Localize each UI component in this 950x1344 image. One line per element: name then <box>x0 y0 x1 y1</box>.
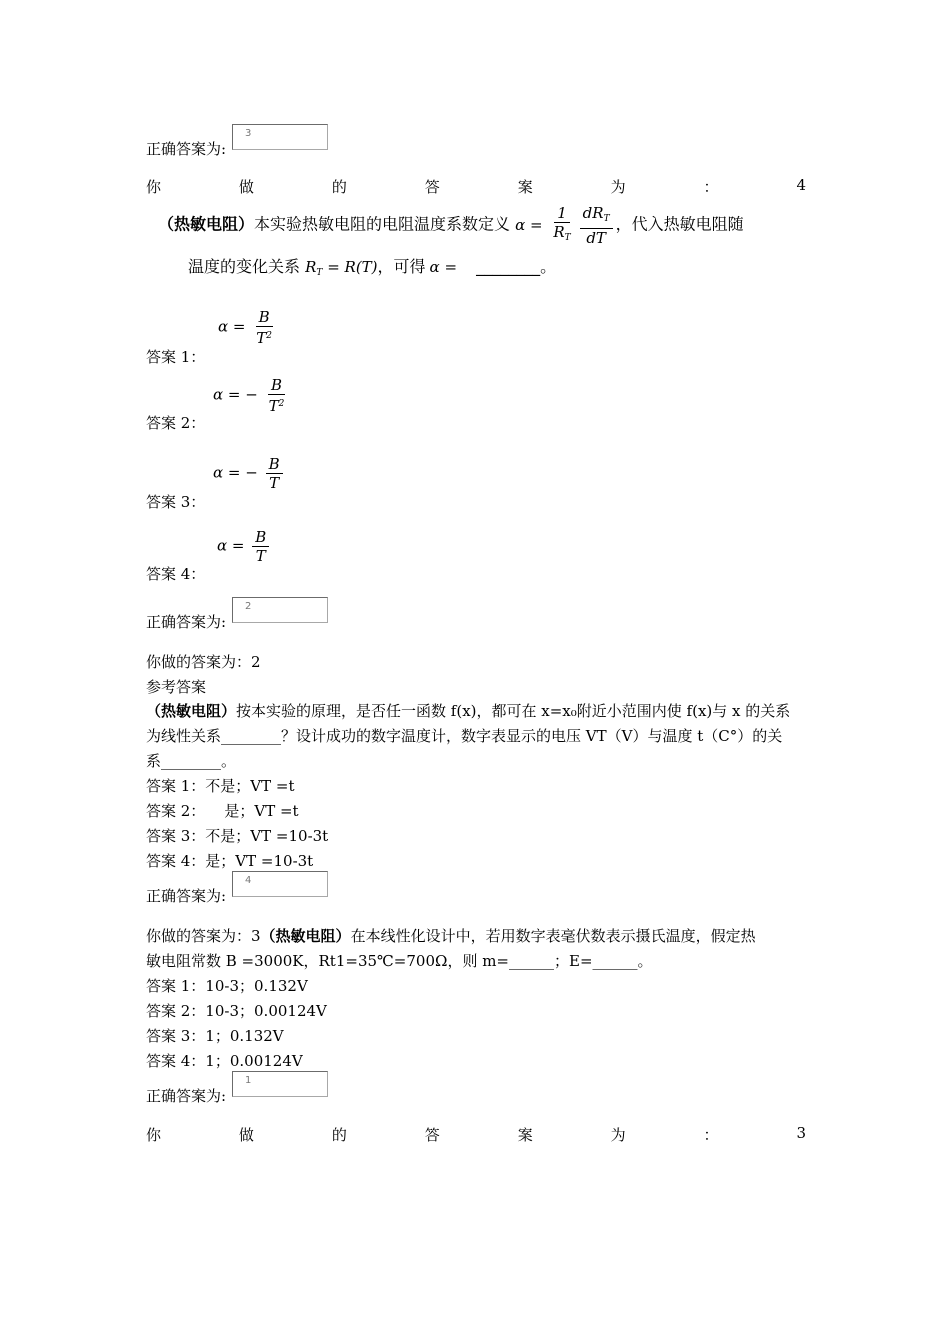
correct-answer-label: 正确答案为: <box>146 887 227 905</box>
question-text: 按本实验的原理，是否任一函数 f(x)，都可在 x=x₀附近小范围内使 f(x)与 x 的关系 <box>236 702 791 720</box>
option-label: 答案 4： <box>146 565 206 583</box>
option-4-formula: α = $\frac{B}{T}$ <box>217 528 272 565</box>
question-text: 温度的变化关系 <box>188 257 301 276</box>
question-text: ，代入热敏电阻随 <box>615 214 744 234</box>
your-answer-char: ： <box>703 178 719 196</box>
resistance-formula: $R_T = R(T)$ <box>305 258 378 278</box>
option-label: 答案 1：10-3；0.132V <box>146 977 308 995</box>
option-3-formula: α = − $\frac{B}{T}$ <box>213 455 286 492</box>
question-1-line-1 <box>158 204 744 247</box>
option-label: 答案 1：不是；VT =t <box>146 777 295 795</box>
option-2-formula: α = − $\frac{B}{T^2}$ <box>213 376 285 415</box>
correct-answer-field[interactable]: 3 <box>232 124 328 150</box>
your-answer-char: 为 <box>610 1126 626 1144</box>
your-answer-char: 答 <box>424 178 440 196</box>
question-tag: （热敏电阻） <box>146 702 237 720</box>
answer-blank: ________。 <box>476 257 557 276</box>
option-1-formula: α = $\frac{B}{T^2}$ <box>218 308 272 347</box>
your-answer-line: 你做的答案为：2 <box>146 653 261 671</box>
your-answer-char: 做 <box>238 178 254 196</box>
option-label: 答案 3：1；0.132V <box>146 1027 284 1045</box>
correct-answer-field[interactable]: 2 <box>232 597 328 623</box>
your-answer-char: 做 <box>238 1126 254 1144</box>
correct-answer-field[interactable]: 1 <box>232 1071 328 1097</box>
question-tag: （热敏电阻） <box>158 214 255 234</box>
your-answer-char: 你 <box>146 178 162 196</box>
option-label: 答案 4：是；VT =10-3t <box>146 852 314 870</box>
correct-answer-label: 正确答案为: <box>146 140 227 158</box>
your-answer-char: 3 <box>796 1124 806 1142</box>
option-label: 答案 2：10-3；0.00124V <box>146 1002 327 1020</box>
option-label: 答案 2： <box>146 414 206 432</box>
question-2-line-2: 为线性关系________？设计成功的数字温度计，数字表显示的电压 VT（V）与温度 t（C°）的关 <box>146 727 783 745</box>
question-text: 在本线性化设计中，若用数字表毫伏数表示摄氏温度，假定热 <box>350 927 756 945</box>
question-1-line-2 <box>188 254 556 278</box>
option-label: 答案 4：1；0.00124V <box>146 1052 303 1070</box>
option-label: 答案 3： <box>146 493 206 511</box>
correct-answer-label: 正确答案为: <box>146 613 227 631</box>
question-2-line-1 <box>146 700 790 721</box>
option-label: 答案 1： <box>146 348 206 366</box>
your-answer-char: 的 <box>331 178 347 196</box>
your-answer-line: 你做的答案为：3 <box>146 927 261 945</box>
alpha-symbol: α = <box>429 258 458 276</box>
your-answer-char: 的 <box>331 1126 347 1144</box>
your-answer-char: ： <box>703 1126 719 1144</box>
your-answer-char: 答 <box>424 1126 440 1144</box>
correct-answer-field[interactable]: 4 <box>232 871 328 897</box>
alpha-formula: α = $\frac{1}{R_T}$ $\frac{dR_T}{dT}$ <box>515 216 615 234</box>
reference-answer-label: 参考答案 <box>146 678 207 696</box>
question-text: 本实验热敏电阻的电阻温度系数定义 <box>254 214 511 234</box>
question-3-line-1 <box>146 925 756 946</box>
your-answer-char: 你 <box>146 1126 162 1144</box>
question-3-line-2: 敏电阻常数 B =3000K，Rt1=35℃=700Ω，则 m=______；E=______。 <box>146 952 653 970</box>
your-answer-char: 为 <box>610 178 626 196</box>
question-tag: （热敏电阻） <box>260 927 351 945</box>
your-answer-char: 案 <box>517 178 533 196</box>
your-answer-char: 4 <box>796 176 806 194</box>
option-label: 答案 3：不是；VT =10-3t <box>146 827 329 845</box>
option-label: 答案 2： 是；VT =t <box>146 802 299 820</box>
your-answer-char: 案 <box>517 1126 533 1144</box>
correct-answer-label: 正确答案为: <box>146 1087 227 1105</box>
question-text: ，可得 <box>377 257 426 276</box>
your-answer-line <box>146 1124 806 1145</box>
your-answer-line <box>146 176 806 197</box>
question-2-line-3: 系________。 <box>146 752 237 770</box>
